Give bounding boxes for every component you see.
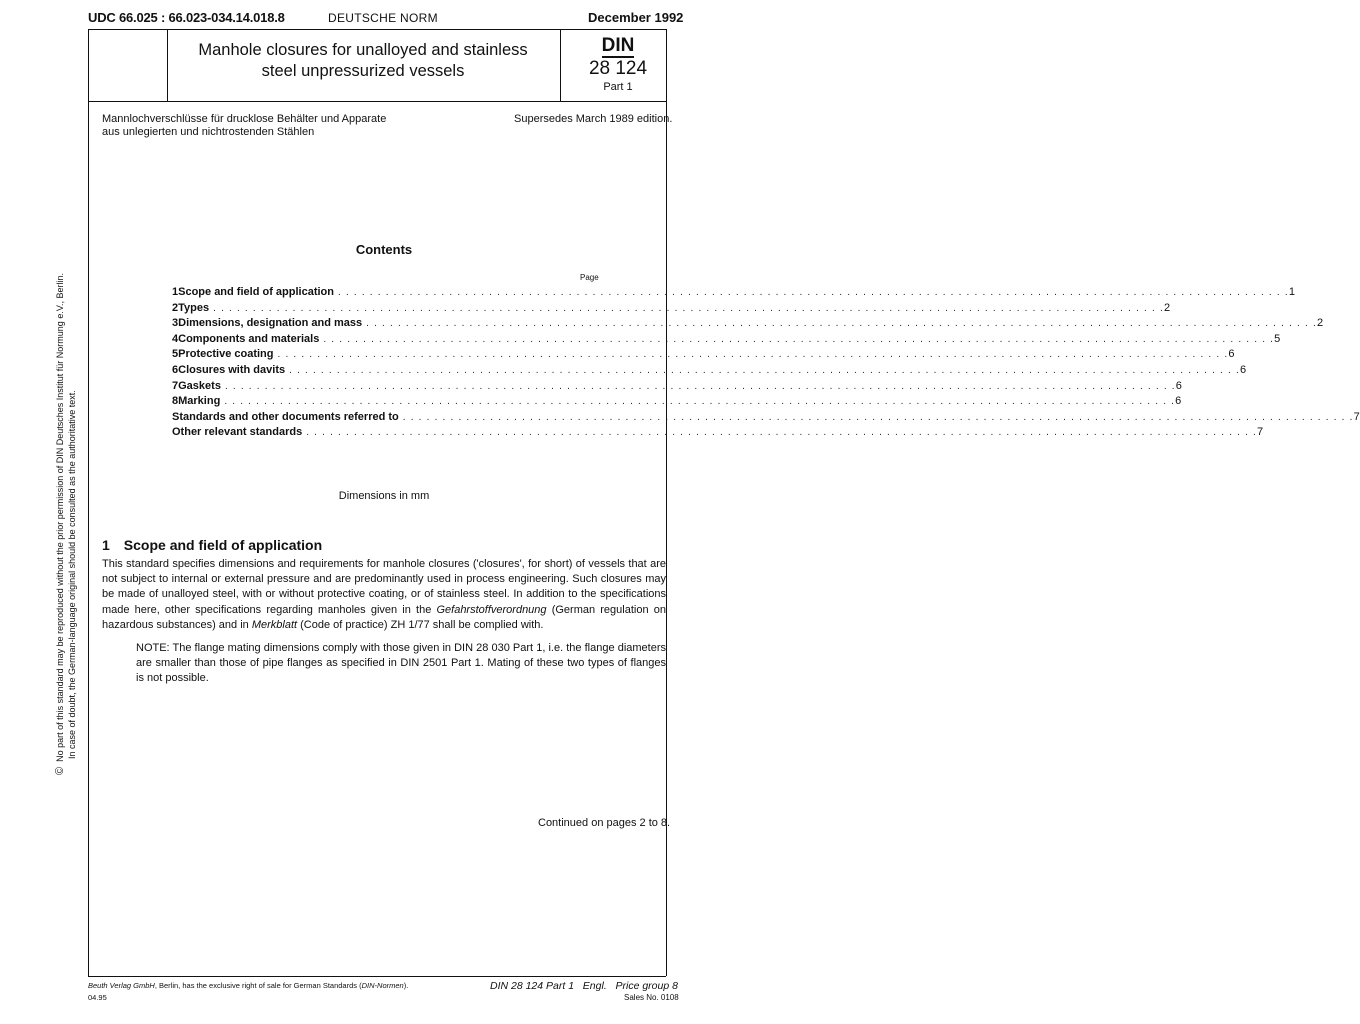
para-text-a: This standard specifies dimensions and requirements for manhole closures ('closures', for short) of vessels that are not subject to internal or external pressure and are predominantly used in process engineering. Such closures may be made of unalloyed steel, with or without protective coating, or of stainless steel. In addition to the specifications made here, other specifications regarding manholes given in the [102, 558, 666, 616]
toc-number: 2 [172, 301, 179, 314]
para-italic-2: Merkblatt [251, 618, 298, 631]
din-number: 28 124 [588, 58, 648, 79]
header-top-rule [88, 29, 666, 30]
page-left-rule [88, 101, 89, 976]
toc-page: 1 [1288, 286, 1295, 298]
toc-page: 6 [1239, 363, 1247, 376]
toc-leader-dots: . . . . . . . . . . . . . . . . . . . . . . . . . . . . . . . . . . . . . . . . . . . . . . . . . . . . . . . . . . . . . . . . . . . . . . . . . . . . . . . . . . . . . . . . . . . . . . . . . . . . . . . . . . . . . . . . . . . . . . . . [366, 318, 1317, 330]
contents-heading: Contents [355, 242, 413, 257]
section-heading [102, 537, 322, 553]
toc-page: 7 [1257, 426, 1264, 439]
publisher-note [88, 981, 408, 990]
publisher-text: , Berlin, has the exclusive right of sale for German Standards ( [154, 981, 362, 990]
page-column-label: Page [580, 273, 599, 282]
side-note-line-1: No part of this standard may be reproduced without the prior permission of DIN Deutsches Institut für Normung e.V., Berlin. [55, 272, 65, 762]
toc-title: Scope and field of application [178, 286, 334, 298]
toc-leader-dots: . . . . . . . . . . . . . . . . . . . . . . . . . . . . . . . . . . . . . . . . . . . . . . . . . . . . . . . . . . . . . . . . . . . . . . . . . . . . . . . . . . . . . . . . . . . . . . . . . . . . . . . . . . . . . . . . . . . . . . . . [306, 427, 1258, 439]
toc-row [172, 332, 1281, 349]
toc-number: 1 [172, 286, 179, 298]
publisher-end: ). [403, 981, 409, 990]
toc-number: 7 [172, 379, 179, 392]
page-right-rule [666, 101, 667, 976]
toc-title: Marking [178, 395, 221, 408]
toc-row [172, 301, 1171, 318]
toc-row [172, 410, 1360, 427]
toc-title: Dimensions, designation and mass [178, 317, 363, 330]
din-logo-text: DIN [601, 35, 635, 56]
dimensions-note: Dimensions in mm [338, 490, 430, 502]
section-title: Scope and field of application [123, 537, 323, 553]
publication-date: December 1992 [588, 10, 684, 25]
para-text-b: (German regulation on hazardous substances) and in [102, 603, 666, 631]
toc-row [172, 286, 1295, 302]
toc-number: 5 [172, 348, 179, 361]
title-line-2: steel unpressurized vessels [261, 62, 465, 80]
toc-title: Closures with davits [178, 363, 286, 376]
header-divider-right [560, 29, 561, 101]
norm-label: DEUTSCHE NORM [328, 11, 438, 25]
din-logo [592, 36, 644, 58]
toc-title: Protective coating [178, 348, 274, 361]
toc-leader-dots: . . . . . . . . . . . . . . . . . . . . . . . . . . . . . . . . . . . . . . . . . . . . . . . . . . . . . . . . . . . . . . . . . . . . . . . . . . . . . . . . . . . . . . . . . . . . . . . . . . . . . . . . . . . . . . . . . . . . . . . . [289, 364, 1240, 376]
supersedes-note: Supersedes March 1989 edition. [514, 113, 673, 125]
toc-title: Other relevant standards [172, 426, 303, 439]
continued-note: Continued on pages 2 to 8. [538, 817, 671, 829]
toc-number: 6 [172, 363, 179, 376]
toc-title: Standards and other documents referred to [172, 410, 399, 423]
toc-leader-dots: . . . . . . . . . . . . . . . . . . . . . . . . . . . . . . . . . . . . . . . . . . . . . . . . . . . . . . . . . . . . . . . . . . . . . . . . . . . . . . . . . . . . . . . . . . . . . . . . . . . . . . . . . . . . . . . . . . . . . . . . [402, 411, 1354, 423]
header-divider-left [167, 29, 168, 101]
toc-title: Gaskets [178, 379, 221, 392]
toc-page: 2 [1316, 317, 1324, 330]
publisher-din-normen: DIN-Normen [361, 981, 404, 990]
toc-page: 2 [1163, 301, 1171, 314]
toc-title: Components and materials [178, 332, 320, 345]
sales-number: Sales No. 0108 [624, 993, 679, 1002]
toc-number: 3 [172, 317, 179, 330]
toc-page: 6 [1175, 379, 1182, 392]
german-title-line-2: aus unlegierten und nichtrostenden Stählen [102, 126, 315, 138]
para-italic-1: Gefahrstoffverordnung [436, 603, 547, 616]
toc-leader-dots: . . . . . . . . . . . . . . . . . . . . . . . . . . . . . . . . . . . . . . . . . . . . . . . . . . . . . . . . . . . . . . . . . . . . . . . . . . . . . . . . . . . . . . . . . . . . . . . . . . . . . . . . . . . . . . . . . . . . . . . . [277, 349, 1229, 361]
udc-code: UDC 66.025 : 66.023-034.14.018.8 [88, 10, 285, 25]
toc-page: 6 [1175, 395, 1182, 408]
toc-row [172, 426, 1264, 442]
toc-leader-dots: . . . . . . . . . . . . . . . . . . . . . . . . . . . . . . . . . . . . . . . . . . . . . . . . . . . . . . . . . . . . . . . . . . . . . . . . . . . . . . . . . . . . . . . . . . . . . . . . . . . . . . . . . . . . . . . . . . . . . . . . [224, 396, 1176, 408]
footer-rule [88, 976, 666, 977]
title-line-1: Manhole closures for unalloyed and stainless [198, 41, 528, 59]
german-title [102, 113, 432, 139]
header-right-rule [666, 29, 667, 101]
toc-page: 7 [1353, 410, 1360, 423]
side-note-line-2: In case of doubt, the German-language original should be consulted as the authoritative text. [67, 390, 77, 759]
para-text-c: (Code of practice) ZH 1/77 shall be complied with. [297, 618, 544, 631]
german-title-line-1: Mannlochverschlüsse für drucklose Behälter und Apparate [102, 113, 387, 125]
toc-row [172, 395, 1182, 411]
toc-leader-dots: . . . . . . . . . . . . . . . . . . . . . . . . . . . . . . . . . . . . . . . . . . . . . . . . . . . . . . . . . . . . . . . . . . . . . . . . . . . . . . . . . . . . . . . . . . . . . . . . . . . . . . . . . . . . . . . . . . . . . . . . [224, 380, 1176, 392]
copyright-icon: © [54, 766, 66, 775]
toc-title: Types [178, 301, 210, 314]
toc-page: 6 [1228, 348, 1235, 361]
header-bottom-rule [88, 101, 666, 102]
toc-row [172, 348, 1235, 364]
toc-leader-dots: . . . . . . . . . . . . . . . . . . . . . . . . . . . . . . . . . . . . . . . . . . . . . . . . . . . . . . . . . . . . . . . . . . . . . . . . . . . . . . . . . . . . . . . . . . . . . . . . . . . . . . . . . . . . . . . . . . . . . . . . [323, 333, 1275, 345]
toc-row [172, 363, 1247, 380]
din-part: Part 1 [603, 81, 633, 93]
toc-row [172, 379, 1182, 396]
toc-page: 5 [1274, 332, 1281, 345]
toc-number: 4 [172, 332, 179, 345]
copyright-side-note [54, 255, 78, 775]
table-of-contents [172, 286, 1360, 442]
toc-leader-dots: . . . . . . . . . . . . . . . . . . . . . . . . . . . . . . . . . . . . . . . . . . . . . . . . . . . . . . . . . . . . . . . . . . . . . . . . . . . . . . . . . . . . . . . . . . . . . . . . . . . . . . . . . . . . . . . . . . . . . . . . [337, 287, 1289, 298]
section-paragraph [102, 557, 666, 633]
toc-row [172, 317, 1324, 333]
footer-code: 04.95 [88, 993, 107, 1002]
document-title [172, 40, 554, 82]
section-note: NOTE: The flange mating dimensions comply with those given in DIN 28 030 Part 1, i.e. the flange diameters are smaller than those of pipe flanges as specified in DIN 2501 Part 1. Mating of these two types of flanges is not possible. [136, 642, 666, 685]
footer-doc-ref: DIN 28 124 Part 1 Engl. Price group 8 [490, 980, 678, 992]
section-number: 1 [102, 537, 110, 553]
toc-number: 8 [172, 395, 179, 408]
toc-leader-dots: . . . . . . . . . . . . . . . . . . . . . . . . . . . . . . . . . . . . . . . . . . . . . . . . . . . . . . . . . . . . . . . . . . . . . . . . . . . . . . . . . . . . . . . . . . . . . . . . . . . . . . . . . . . . . . . . . . . . . . . . [213, 302, 1164, 314]
header-left-rule [88, 29, 89, 101]
publisher-name: Beuth Verlag GmbH [88, 981, 155, 990]
